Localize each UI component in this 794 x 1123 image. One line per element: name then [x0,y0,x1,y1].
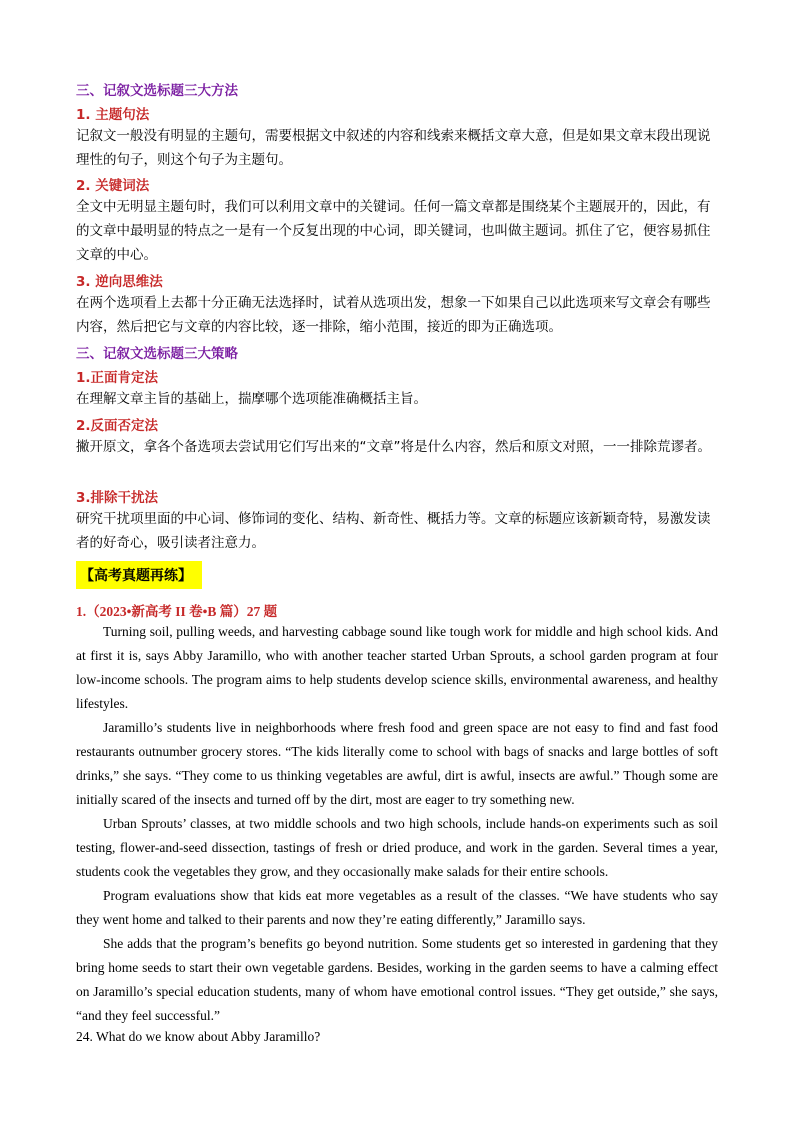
question-source: 1.（2023•新高考 II 卷•B 篇）27 题 [76,604,278,619]
passage-paragraph-5: She adds that the program’s benefits go beyond nutrition. Some students get so interested in gardening that they bring home seeds to start their own vegetable gardens. Besides, working in the garden seems to have a calming effect on Jaramillo’s special education students, many of whom have emotional control issues. “They get outside,” she says, “and they feel successful.” [76,936,718,1023]
strategy-1-title: 1.正面肯定法 [76,370,159,386]
method-2-body: 全文中无明显主题句时，我们可以利用文章中的关键词。任何一篇文章都是围绕某个主题展开的，因此，有的文章中最明显的特点之一是有一个反复出现的中心词，即关键词，也叫做主题词。抓住了它，便容易抓住文章的中心。 [76,199,711,263]
method-3-title: 3. 逆向思维法 [76,274,163,290]
method-1-body: 记叙文一般没有明显的主题句，需要根据文中叙述的内容和线索来概括文章大意，但是如果文章末段出现说理性的句子，则这个句子为主题句。 [76,128,711,168]
method-3-body: 在两个选项看上去都十分正确无法选择时，试着从选项出发，想象一下如果自己以此选项来写文章会有哪些内容，然后把它与文章的内容比较，逐一排除，缩小范围，接近的即为正确选项。 [76,295,711,335]
practice-banner: 【高考真题再练】 [80,568,192,584]
passage-paragraph-2: Jaramillo’s students live in neighborhoods where fresh food and green space are not easy to find and fast food restaurants outnumber grocery stores. “The kids literally come to school with bags of snacks and large bottles of soft drinks,” she says. “They come to us thinking vegetables are awful, dirt is awful, insects are awful.” Though some are initially scared of the insects and turned off by the dirt, most are eager to try something new. [76,720,718,807]
passage-paragraph-3: Urban Sprouts’ classes, at two middle schools and two high schools, include hands-on experiments such as soil testing, flower-and-seed dissection, tastings of fresh or dried produce, and work in the garden. Several times a year, students cook the vegetables they grow, and they occasionally make salads for their entire schools. [76,816,718,879]
passage-paragraph-1: Turning soil, pulling weeds, and harvesting cabbage sound like tough work for middle and high school kids. And at first it is, says Abby Jaramillo, who with another teacher started Urban Sprouts, a school garden program at four low-income schools. The program aims to help students develop science skills, environmental awareness, and healthy lifestyles. [76,624,718,711]
strategy-3-body: 研究干扰项里面的中心词、修饰词的变化、结构、新奇性、概括力等。文章的标题应该新颖奇特，易激发读者的好奇心，吸引读者注意力。 [76,511,711,551]
question-24: 24. What do we know about Abby Jaramillo? [76,1029,321,1044]
strategy-2-title: 2.反面否定法 [76,418,159,434]
method-1-title: 1. 主题句法 [76,107,150,123]
strategy-2-body: 撇开原文，拿各个备选项去尝试用它们写出来的“文章”将是什么内容，然后和原文对照，一一排除荒谬者。 [76,439,711,455]
passage-paragraph-4: Program evaluations show that kids eat more vegetables as a result of the classes. “We have students who say they went home and talked to their parents and now they’re eating differently,” Jaramillo says. [76,888,718,927]
section-title-methods: 三、记叙文选标题三大方法 [76,83,238,99]
strategy-3-title: 3.排除干扰法 [76,490,159,506]
method-2-title: 2. 关键词法 [76,178,150,194]
strategy-1-body: 在理解文章主旨的基础上，揣摩哪个选项能准确概括主旨。 [76,391,427,407]
section-title-strategies: 三、记叙文选标题三大策略 [76,346,238,362]
